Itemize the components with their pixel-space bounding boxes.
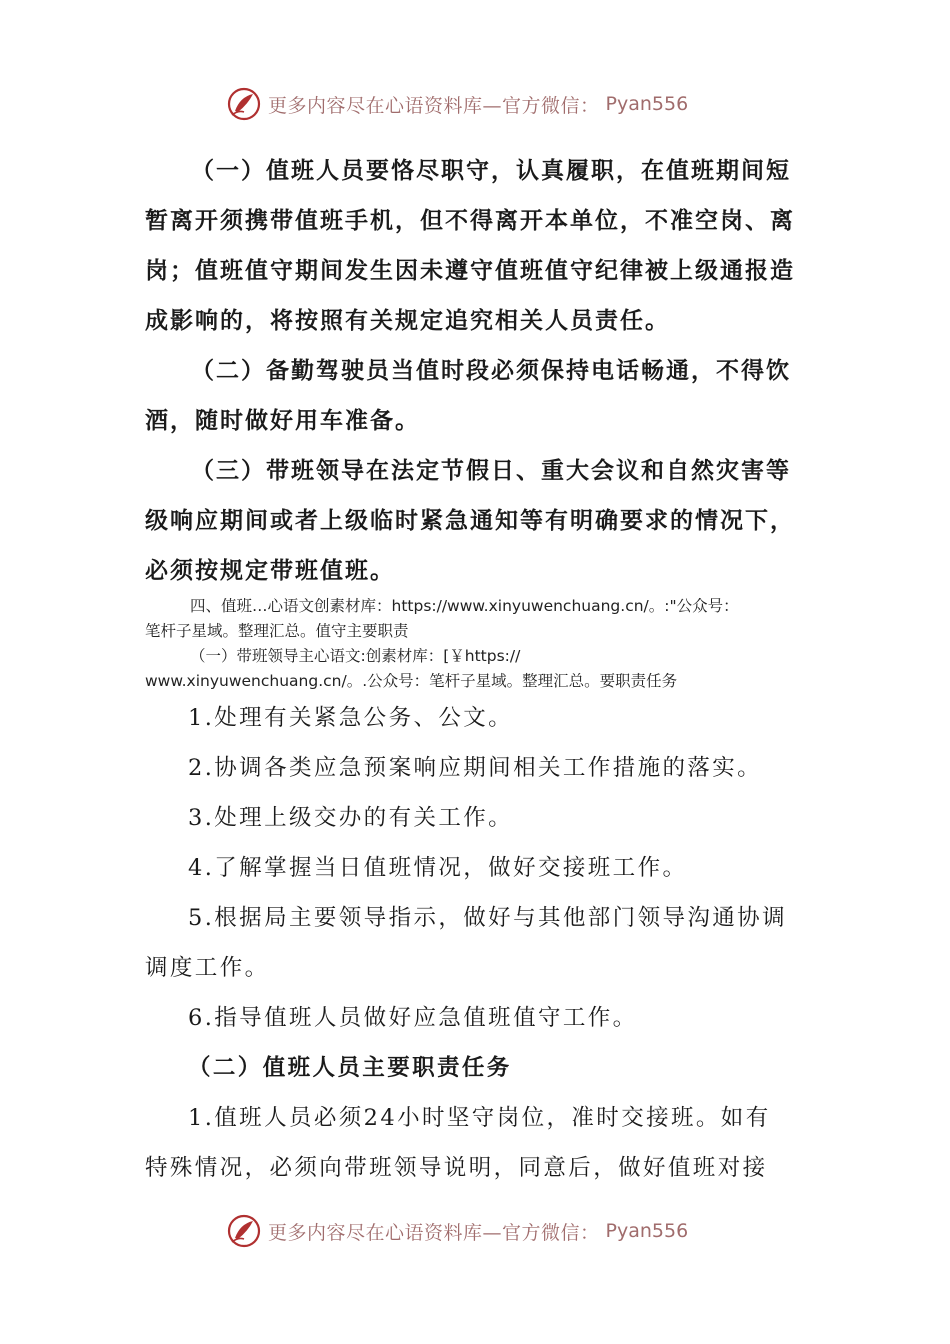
staff-item-1-cont: 特殊情况，必须向带班领导说明，同意后，做好值班对接 — [145, 1155, 768, 1181]
leader-item-5-cont: 调度工作。 — [145, 955, 270, 981]
paragraph-driver-standby: （二）备勤驾驶员当值时段必须保持电话畅通，不得饮酒，随时做好用车准备。 — [145, 357, 791, 434]
footer-banner-code: Pyan556 — [605, 1220, 689, 1242]
header-banner-code: Pyan556 — [605, 93, 689, 115]
leader-item-3: 3.处理上级交办的有关工作。 — [188, 805, 514, 831]
leader-item-1: 1.处理有关紧急公务、公文。 — [188, 705, 514, 731]
staff-duties-heading: （二）值班人员主要职责任务 — [188, 1055, 512, 1081]
leader-item-5: 5.根据局主要领导指示，做好与其他部门领导沟通协调 — [188, 905, 787, 931]
garbled-line-4: www.xinyuwenchuang.cn/。.公众号：笔杆子星域。整理汇总。要职责任务 — [145, 672, 678, 690]
pen-logo-icon — [226, 1213, 262, 1249]
paragraph-leader-on-duty: （三）带班领导在法定节假日、重大会议和自然灾害等级响应期间或者上级临时紧急通知等有明确要求的情况下，必须按规定带班值班。 — [145, 457, 795, 584]
leader-item-2: 2.协调各类应急预案响应期间相关工作措施的落实。 — [188, 755, 763, 781]
pen-logo-icon — [226, 86, 262, 122]
footer-banner-text: 更多内容尽在心语资料库—官方微信： — [268, 1221, 600, 1244]
garbled-line-2: 笔杆子星域。整理汇总。值守主要职责 — [145, 622, 409, 640]
leader-item-4: 4.了解掌握当日值班情况，做好交接班工作。 — [188, 855, 688, 881]
header-banner — [226, 86, 688, 122]
paragraph-duty-discipline: （一）值班人员要恪尽职守，认真履职，在值班期间短暂离开须携带值班手机，但不得离开本单位，不准空岗、离岗；值班值守期间发生因未遵守值班值守纪律被上级通报造成影响的，将按照有关规定追究相关人员责任。 — [145, 157, 795, 334]
header-banner-text: 更多内容尽在心语资料库—官方微信： — [268, 94, 600, 117]
staff-item-1: 1.值班人员必须24小时坚守岗位，准时交接班。如有 — [188, 1105, 771, 1131]
garbled-line-3: （一）带班领导主心语文:创素材库：[￥https:// — [190, 647, 521, 665]
leader-item-6: 6.指导值班人员做好应急值班值守工作。 — [188, 1005, 638, 1031]
footer-banner — [226, 1213, 688, 1249]
garbled-line-1: 四、值班…心语文创素材库：https://www.xinyuwenchuang.cn/。:"公众号： — [190, 597, 739, 615]
